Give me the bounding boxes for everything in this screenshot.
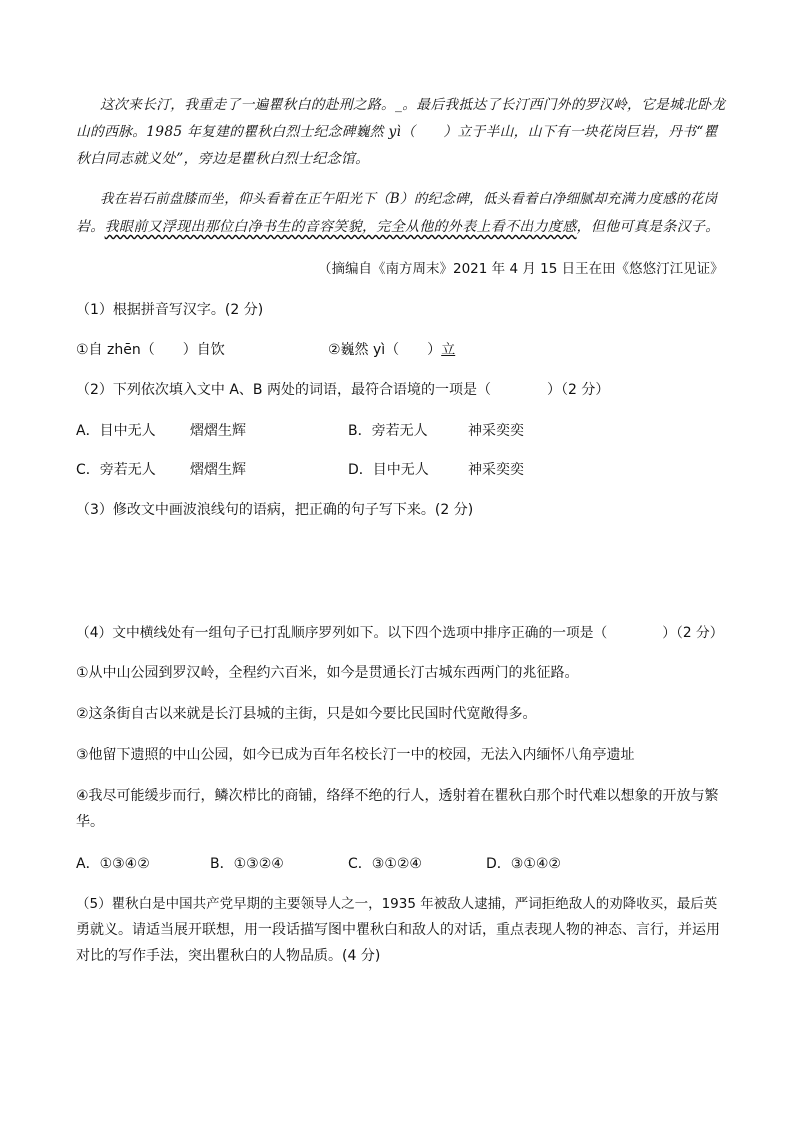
passage-p1-line3: 秋白同志就义处”，旁边是瞿秋白烈士纪念馆。 [76,151,370,167]
q4-sentence-4-line2: 华。 [76,814,104,830]
q4-sentence-4-line1: ④我尽可能缓步而行，鳞次栉比的商铺，络绎不绝的行人，透射着在瞿秋白那个时代难以想象的开放与繁 [76,788,719,804]
q4-option-a: A．①③④② [76,856,150,872]
q4-option-b: B．①③②④ [210,856,284,872]
q2-option-a-word1: A．目中无人 [76,423,156,439]
q3-stem: （3）修改文中画波浪线句的语病，把正确的句子写下来。(2 分) [76,502,474,518]
passage-p1-line1: 这次来长汀，我重走了一遍瞿秋白的赴刑之路。_。最后我抵达了长汀西门外的罗汉岭，它是城北卧龙 [100,97,726,113]
q5-line1: （5）瞿秋白是中国共产党早期的主要领导人之一，1935 年被敌人逮捕，严词拒绝敌人的劝降收买，最后英 [76,896,718,912]
q4-option-d: D．③①④② [486,856,561,872]
q5-line2: 勇就义。请适当展开联想，用一段话描写图中瞿秋白和敌人的对话，重点表现人物的神态、言行，并运用 [76,922,720,938]
q1-item-a: ①自 zhēn（ ）自饮 [76,342,225,358]
q4-sentence-3: ③他留下遗照的中山公园，如今已成为百年名校长汀一中的校园，无法入内缅怀八角亭遗址 [76,747,635,763]
q1-item-b-text: ②巍然 yì（ ） [328,342,442,358]
q2-option-d-word2: 神采奕奕 [468,462,524,478]
q2-option-c-word1: C．旁若无人 [76,462,156,478]
q1-stem: （1）根据拼音写汉字。(2 分) [76,302,264,318]
q2-option-c-word2: 熠熠生辉 [190,462,246,478]
passage-p2-line1: 我在岩石前盘膝而坐，仰头看着在正午阳光下（B）的纪念碑，低头看着白净细腻却充满力度感的花岗 [100,191,718,207]
q2-stem: （2）下列依次填入文中 A、B 两处的词语，最符合语境的一项是（ ）（2 分） [76,382,610,398]
q2-option-b-word2: 神采奕奕 [468,423,524,439]
passage-p1-line2: 山的西脉。1985 年复建的瞿秋白烈士纪念碑巍然 yì（ ）立于半山，山下有一块花岗巨岩，丹书“瞿 [76,124,718,140]
q4-sentence-1: ①从中山公园到罗汉岭，全程约六百米，如今是贯通长汀古城东西两门的兆征路。 [76,665,579,681]
q5-line3: 对比的写作手法，突出瞿秋白的人物品质。(4 分) [76,948,381,964]
passage-p2-line2-start: 岩。 [76,219,105,235]
q4-option-c: C．③①②④ [348,856,422,872]
passage-p2-line2 [76,217,720,237]
q2-option-b-word1: B．旁若无人 [348,423,428,439]
q1-item-b [328,340,455,360]
q4-stem: （4）文中横线处有一组句子已打乱顺序罗列如下。以下四个选项中排序正确的一项是（ ）（2 分） [76,625,724,641]
q1-item-b-underlined: 立 [441,342,456,358]
q4-sentence-2: ②这条街自古以来就是长汀县城的主街，只是如今要比民国时代宽敞得多。 [76,706,537,722]
q2-option-a-word2: 熠熠生辉 [190,423,246,439]
passage-source: （摘编自《南方周末》2021 年 4 月 15 日王在田《悠悠汀江见证》 [318,261,724,277]
wavy-underlined-sentence: 我眼前又浮现出那位白净书生的音容笑貌，完全从他的外表上看不出力度感 [104,219,577,235]
q2-option-d-word1: D．目中无人 [348,462,429,478]
passage-p2-line2-end: ，但他可真是条汉子。 [576,219,720,235]
